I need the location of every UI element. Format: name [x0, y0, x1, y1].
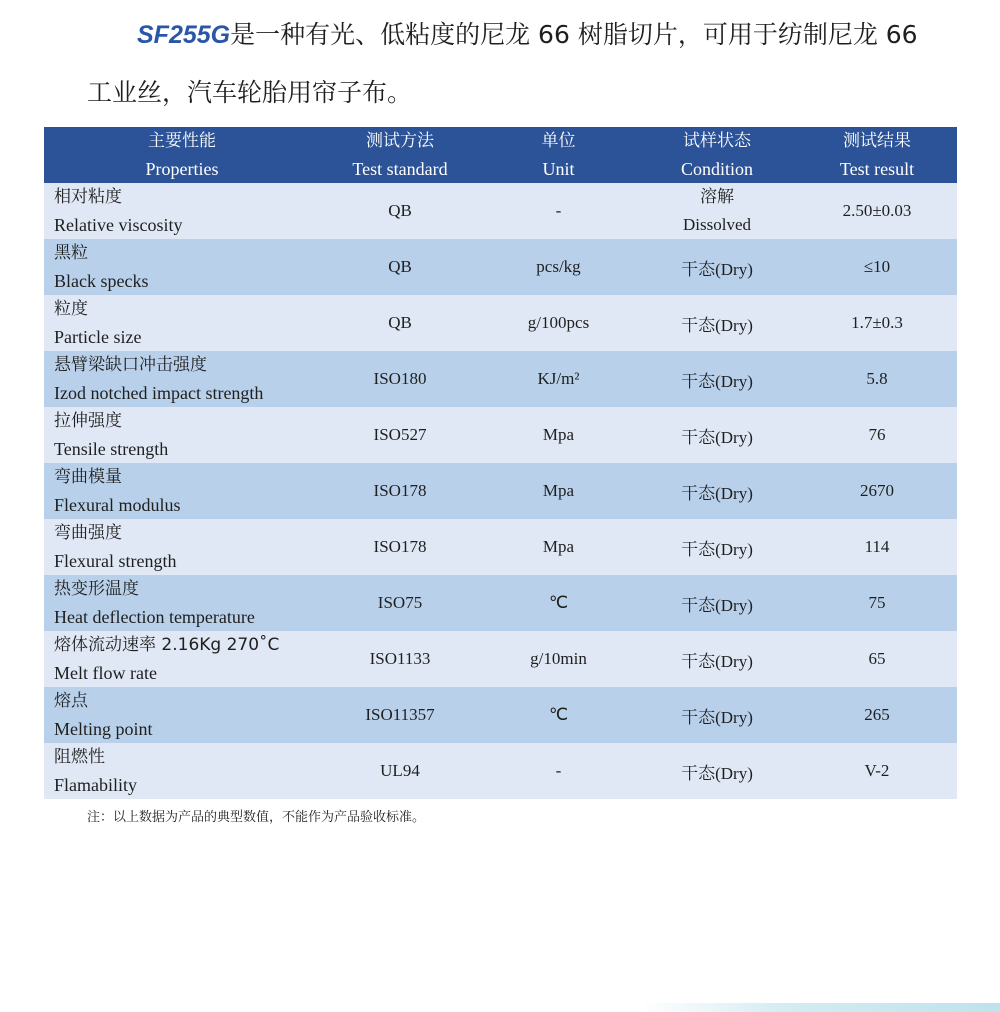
result-cell: 5.8: [797, 351, 957, 407]
condition-cell: 干态(Dry): [637, 463, 797, 519]
result-cell: 2670: [797, 463, 957, 519]
result-cell: 65: [797, 631, 957, 687]
condition-cell: 干态(Dry): [637, 295, 797, 351]
property-cell: 阻燃性 Flamability: [44, 743, 320, 799]
header-condition: 试样状态 Condition: [637, 127, 797, 183]
result-cell: 75: [797, 575, 957, 631]
standard-cell: QB: [320, 183, 480, 239]
standard-cell: UL94: [320, 743, 480, 799]
intro-paragraph: [87, 6, 947, 122]
result-cell: 1.7±0.3: [797, 295, 957, 351]
table-row: [44, 183, 957, 239]
header-properties: 主要性能 Properties: [44, 127, 320, 183]
table-row: [44, 575, 957, 631]
table-row: [44, 407, 957, 463]
table-row: [44, 743, 957, 799]
standard-cell: ISO1133: [320, 631, 480, 687]
standard-cell: ISO75: [320, 575, 480, 631]
intro-text: 是一种有光、低粘度的尼龙 66 树脂切片，可用于纺制尼龙 66 工业丝，汽车轮胎用帘子布。: [87, 20, 918, 107]
unit-cell: Mpa: [480, 407, 637, 463]
unit-cell: pcs/kg: [480, 239, 637, 295]
unit-cell: g/100pcs: [480, 295, 637, 351]
unit-cell: -: [480, 743, 637, 799]
result-cell: 114: [797, 519, 957, 575]
table-row: [44, 295, 957, 351]
table-row: [44, 687, 957, 743]
spec-table: [44, 127, 957, 799]
header-test-standard: 测试方法 Test standard: [320, 127, 480, 183]
property-cell: 弯曲模量 Flexural modulus: [44, 463, 320, 519]
standard-cell: ISO180: [320, 351, 480, 407]
table-row: [44, 463, 957, 519]
result-cell: V-2: [797, 743, 957, 799]
standard-cell: QB: [320, 239, 480, 295]
property-cell: 黑粒 Black specks: [44, 239, 320, 295]
condition-cell: 干态(Dry): [637, 575, 797, 631]
property-cell: 熔点 Melting point: [44, 687, 320, 743]
property-cell: 粒度 Particle size: [44, 295, 320, 351]
decorative-gradient-bar: [640, 1003, 1000, 1012]
property-cell: 相对粘度 Relative viscosity: [44, 183, 320, 239]
condition-cell: 干态(Dry): [637, 687, 797, 743]
property-cell: 悬臂梁缺口冲击强度 Izod notched impact strength: [44, 351, 320, 407]
standard-cell: ISO178: [320, 519, 480, 575]
condition-cell: 干态(Dry): [637, 239, 797, 295]
result-cell: 265: [797, 687, 957, 743]
property-cell: 弯曲强度 Flexural strength: [44, 519, 320, 575]
condition-cell: 干态(Dry): [637, 351, 797, 407]
standard-cell: ISO527: [320, 407, 480, 463]
unit-cell: ℃: [480, 575, 637, 631]
condition-cell: 干态(Dry): [637, 407, 797, 463]
result-cell: 2.50±0.03: [797, 183, 957, 239]
product-name: SF255G: [137, 21, 231, 49]
table-row: [44, 239, 957, 295]
standard-cell: ISO11357: [320, 687, 480, 743]
unit-cell: Mpa: [480, 463, 637, 519]
unit-cell: ℃: [480, 687, 637, 743]
condition-cell: 溶解 Dissolved: [637, 183, 797, 239]
table-row: [44, 631, 957, 687]
condition-cell: 干态(Dry): [637, 743, 797, 799]
standard-cell: QB: [320, 295, 480, 351]
property-cell: 拉伸强度 Tensile strength: [44, 407, 320, 463]
table-row: [44, 351, 957, 407]
standard-cell: ISO178: [320, 463, 480, 519]
table-header-row: [44, 127, 957, 183]
condition-cell: 干态(Dry): [637, 631, 797, 687]
header-test-result: 测试结果 Test result: [797, 127, 957, 183]
result-cell: ≤10: [797, 239, 957, 295]
property-cell: 熔体流动速率 2.16Kg 270˚C Melt flow rate: [44, 631, 320, 687]
unit-cell: g/10min: [480, 631, 637, 687]
table-row: [44, 519, 957, 575]
footnote: 注：以上数据为产品的典型数值，不能作为产品验收标准。: [87, 810, 426, 825]
unit-cell: Mpa: [480, 519, 637, 575]
property-cell: 热变形温度 Heat deflection temperature: [44, 575, 320, 631]
condition-cell: 干态(Dry): [637, 519, 797, 575]
header-unit: 单位 Unit: [480, 127, 637, 183]
unit-cell: KJ/m²: [480, 351, 637, 407]
unit-cell: -: [480, 183, 637, 239]
result-cell: 76: [797, 407, 957, 463]
